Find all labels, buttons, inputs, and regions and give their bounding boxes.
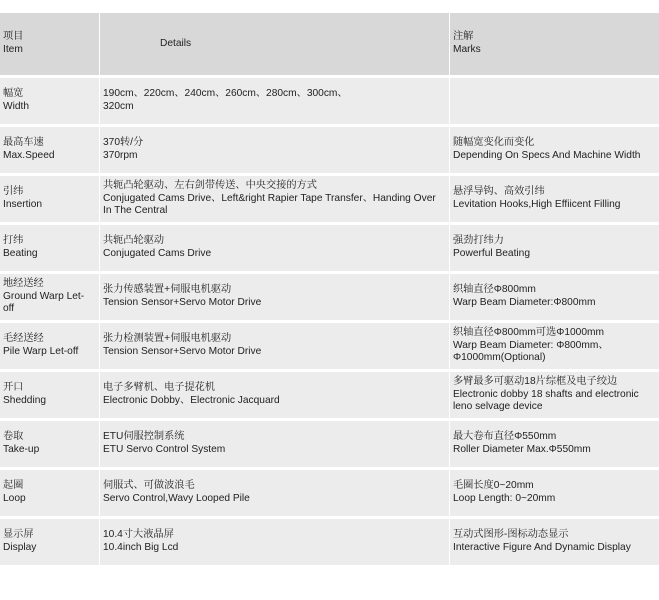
item-en: Take-up <box>3 444 40 455</box>
marks-zh: 毛圈长度0~20mm <box>453 480 534 492</box>
marks-en: Interactive Figure And Dynamic Display <box>453 542 631 553</box>
item-en: Display <box>3 542 37 553</box>
header-marks-cell <box>449 13 659 75</box>
item-zh: 幅宽 <box>3 88 24 100</box>
item-zh: 开口 <box>3 382 24 394</box>
marks-en: Warp Beam Diameter: Φ800mm、Φ1000mm(Optional) <box>453 339 609 364</box>
item-zh: 卷取 <box>3 431 24 443</box>
marks-zh: 互动式图形-图标动态显示 <box>453 529 569 541</box>
details-cell <box>99 421 449 467</box>
item-zh: 毛经送经 <box>3 333 44 345</box>
marks-en: Loop Length: 0~20mm <box>453 493 556 504</box>
table-row <box>0 421 659 467</box>
header-details-cell <box>99 13 449 75</box>
item-en: Ground Warp Let-off <box>3 290 85 315</box>
table-row <box>0 176 659 222</box>
item-cell <box>0 225 99 271</box>
details-en: 10.4inch Big Lcd <box>103 542 179 553</box>
details-zh: 370转/分 <box>103 137 144 149</box>
item-en: Beating <box>3 248 38 259</box>
details-en: 370rpm <box>103 150 138 161</box>
marks-zh: 最大卷布直径Φ550mm <box>453 431 557 443</box>
details-zh: 张力检测装置+伺服电机驱动 <box>103 333 232 345</box>
item-en: Shedding <box>3 395 47 406</box>
marks-zh: 悬浮导钩、高效引纬 <box>453 186 545 198</box>
item-zh: 起圈 <box>3 480 24 492</box>
marks-zh: 织轴直径Φ800mm <box>453 284 536 296</box>
details-zh: 10.4寸大液晶屏 <box>103 529 174 541</box>
details-en: 320cm <box>103 101 134 112</box>
marks-cell <box>449 225 659 271</box>
item-en: Loop <box>3 493 26 504</box>
item-cell <box>0 470 99 516</box>
details-cell <box>99 274 449 320</box>
table-row <box>0 78 659 124</box>
details-cell <box>99 519 449 565</box>
header-marks-en: Marks <box>453 44 481 55</box>
item-zh: 打纬 <box>3 235 24 247</box>
item-cell <box>0 78 99 124</box>
marks-cell <box>449 372 659 418</box>
marks-en: Electronic dobby 18 shafts and electronic leno selvage device <box>453 388 639 413</box>
item-cell <box>0 274 99 320</box>
details-cell <box>99 225 449 271</box>
details-cell <box>99 372 449 418</box>
header-details: Details <box>160 37 192 49</box>
marks-en: Depending On Specs And Machine Width <box>453 150 641 161</box>
item-cell <box>0 372 99 418</box>
marks-cell <box>449 127 659 173</box>
item-zh: 最高车速 <box>3 137 44 149</box>
table-row <box>0 470 659 516</box>
details-en: Electronic Dobby、Electronic Jacquard <box>103 395 280 406</box>
marks-en: Roller Diameter Max.Φ550mm <box>453 444 591 455</box>
details-zh: 共轭凸轮驱动 <box>103 235 165 247</box>
details-en: Tension Sensor+Servo Motor Drive <box>103 297 262 308</box>
item-en: Max.Speed <box>3 150 55 161</box>
marks-cell <box>449 470 659 516</box>
details-en: Servo Control,Wavy Looped Pile <box>103 493 250 504</box>
marks-cell <box>449 323 659 369</box>
item-cell <box>0 176 99 222</box>
marks-zh: 强劲打纬力 <box>453 235 504 247</box>
table-row <box>0 127 659 173</box>
table-row <box>0 274 659 320</box>
details-zh: 伺服式、可做波浪毛 <box>103 480 195 492</box>
item-en: Pile Warp Let-off <box>3 346 79 357</box>
item-zh: 引纬 <box>3 186 24 198</box>
details-zh: 张力传感装置+伺服电机驱动 <box>103 284 232 296</box>
details-zh: 共轭凸轮驱动、左右剑带传送、中央交接的方式 <box>103 180 317 192</box>
marks-cell <box>449 176 659 222</box>
item-en: Width <box>3 101 30 112</box>
table-row <box>0 519 659 565</box>
item-cell <box>0 519 99 565</box>
marks-en: Warp Beam Diameter:Φ800mm <box>453 297 596 308</box>
item-cell <box>0 127 99 173</box>
marks-zh: 织轴直径Φ800mm可选Φ1000mm <box>453 327 604 339</box>
item-cell <box>0 323 99 369</box>
table-row <box>0 225 659 271</box>
header-item-en: Item <box>3 44 23 55</box>
marks-zh: 多臂最多可驱动18片综框及电子绞边 <box>453 376 618 388</box>
spec-table <box>0 10 659 568</box>
details-en: Tension Sensor+Servo Motor Drive <box>103 346 262 357</box>
details-cell <box>99 78 449 124</box>
marks-cell <box>449 274 659 320</box>
header-item-zh: 项目 <box>3 31 24 43</box>
details-cell <box>99 323 449 369</box>
details-en: Conjugated Cams Drive <box>103 248 212 259</box>
header-item-cell <box>0 13 99 75</box>
details-zh: ETU伺服控制系统 <box>103 431 185 443</box>
header-marks-zh: 注解 <box>453 31 474 43</box>
details-cell <box>99 470 449 516</box>
table-body <box>0 78 659 565</box>
details-en: Conjugated Cams Drive、Left&right Rapier Tape Transfer、Handing Over In The Central <box>103 192 436 217</box>
details-en: ETU Servo Control System <box>103 444 226 455</box>
item-en: Insertion <box>3 199 43 210</box>
table-row <box>0 372 659 418</box>
marks-cell <box>449 519 659 565</box>
details-cell <box>99 127 449 173</box>
marks-cell <box>449 78 659 124</box>
details-cell <box>99 176 449 222</box>
item-zh: 地经送经 <box>3 278 44 290</box>
marks-cell <box>449 421 659 467</box>
item-zh: 显示屏 <box>3 529 34 541</box>
item-cell <box>0 421 99 467</box>
marks-en: Levitation Hooks,High Effiicent Filling <box>453 199 621 210</box>
details-zh: 电子多臂机、电子提花机 <box>103 382 216 394</box>
table-row <box>0 323 659 369</box>
marks-en: Powerful Beating <box>453 248 531 259</box>
details-zh: 190cm、220cm、240cm、260cm、280cm、300cm、 <box>103 88 348 100</box>
marks-zh: 随幅宽变化而变化 <box>453 137 535 149</box>
table-header-row <box>0 13 659 75</box>
